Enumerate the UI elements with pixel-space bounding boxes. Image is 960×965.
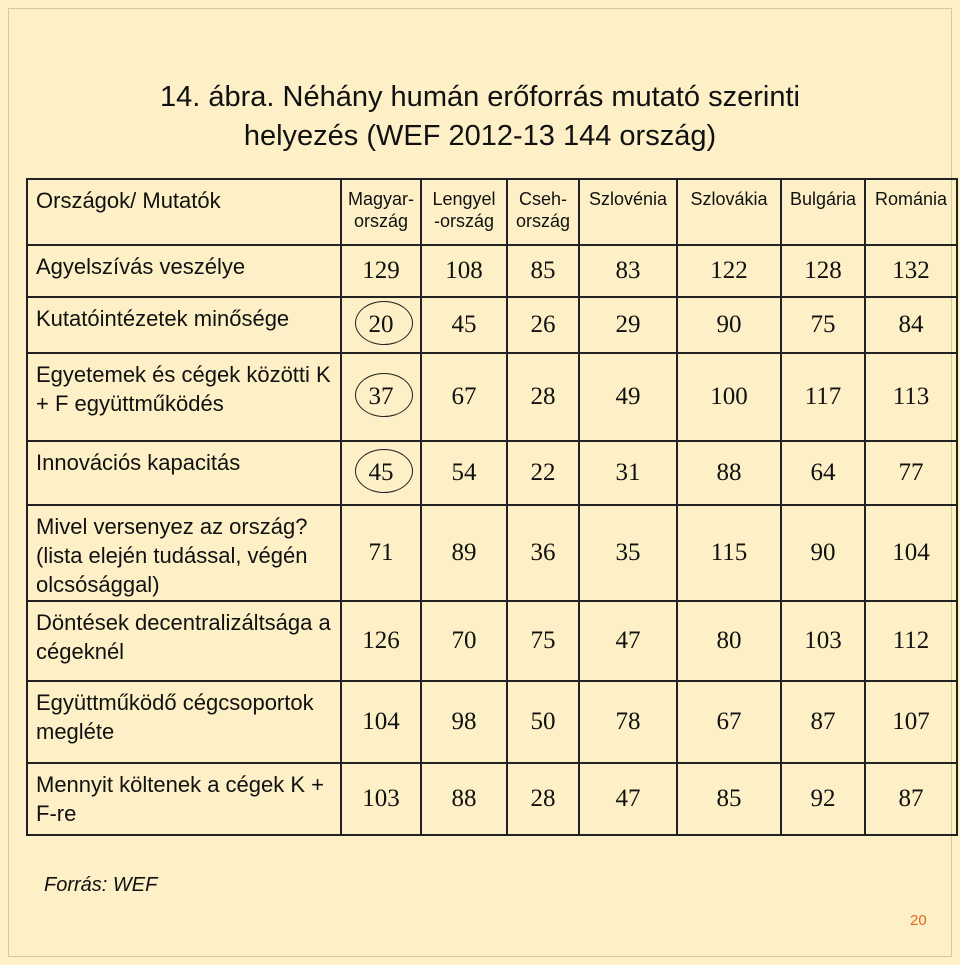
title-line-1: 14. ábra. Néhány humán erőforrás mutató szerinti (160, 81, 800, 113)
rank-cell: 107 (865, 681, 957, 763)
rank-cell: 71 (341, 505, 421, 601)
rank-cell: 103 (781, 601, 865, 681)
col-header: Magyar- ország (341, 179, 421, 245)
table-row (27, 353, 957, 441)
rank-cell: 104 (341, 681, 421, 763)
table-row (27, 441, 957, 505)
row-label: Mennyit költenek a cégek K + F-re (27, 763, 341, 835)
rank-cell: 28 (507, 353, 579, 441)
row-label: Mivel versenyez az ország? (lista elején tudással, végén olcsósággal) (27, 505, 341, 601)
col-header: Szlovénia (579, 179, 677, 245)
rank-cell: 26 (507, 297, 579, 353)
rank-cell: 100 (677, 353, 781, 441)
rank-cell: 126 (341, 601, 421, 681)
rank-cell: 50 (507, 681, 579, 763)
highlight-circle (355, 301, 413, 345)
rank-cell: 54 (421, 441, 507, 505)
rank-cell: 47 (579, 601, 677, 681)
rank-cell: 64 (781, 441, 865, 505)
rank-cell (341, 297, 421, 353)
rank-cell: 45 (421, 297, 507, 353)
col-header: Cseh- ország (507, 179, 579, 245)
highlight-circle (355, 449, 413, 493)
rank-cell: 83 (579, 245, 677, 297)
rank-cell: 92 (781, 763, 865, 835)
table-row (27, 763, 957, 835)
rank-cell: 35 (579, 505, 677, 601)
row-label: Agyelszívás veszélye (27, 245, 341, 297)
slide-title (0, 78, 960, 156)
rank-cell: 112 (865, 601, 957, 681)
rank-cell: 22 (507, 441, 579, 505)
rank-cell: 78 (579, 681, 677, 763)
rank-cell: 75 (507, 601, 579, 681)
rank-cell: 80 (677, 601, 781, 681)
table-row (27, 245, 957, 297)
circled-value: 37 (369, 383, 394, 411)
corner-header: Országok/ Mutatók (27, 179, 341, 245)
rank-cell: 77 (865, 441, 957, 505)
rank-cell (341, 441, 421, 505)
title-line-2: helyezés (WEF 2012-13 144 ország) (243, 120, 717, 152)
rank-cell: 108 (421, 245, 507, 297)
rank-cell: 128 (781, 245, 865, 297)
rank-cell: 75 (781, 297, 865, 353)
rank-cell: 85 (507, 245, 579, 297)
row-label: Egyetemek és cégek közötti K + F együttműködés (27, 353, 341, 441)
row-label: Innovációs kapacitás (27, 441, 341, 505)
rank-cell: 70 (421, 601, 507, 681)
rank-cell: 67 (421, 353, 507, 441)
row-label: Együttműködő cégcsoportok megléte (27, 681, 341, 763)
rank-cell: 36 (507, 505, 579, 601)
rank-cell: 88 (677, 441, 781, 505)
rank-cell: 31 (579, 441, 677, 505)
rank-cell: 67 (677, 681, 781, 763)
table-row (27, 297, 957, 353)
rank-cell: 104 (865, 505, 957, 601)
rank-cell: 129 (341, 245, 421, 297)
page-number: 20 (910, 912, 927, 929)
rank-cell: 122 (677, 245, 781, 297)
rank-cell: 132 (865, 245, 957, 297)
header-row (27, 179, 957, 245)
col-header: Románia (865, 179, 957, 245)
rank-cell: 113 (865, 353, 957, 441)
rank-cell: 90 (677, 297, 781, 353)
rank-cell: 115 (677, 505, 781, 601)
rank-cell: 87 (781, 681, 865, 763)
circled-value: 45 (369, 459, 394, 487)
rank-cell: 98 (421, 681, 507, 763)
source-note: Forrás: WEF (44, 874, 158, 896)
rank-cell: 28 (507, 763, 579, 835)
circled-value: 20 (369, 311, 394, 339)
rank-cell: 87 (865, 763, 957, 835)
rank-cell: 103 (341, 763, 421, 835)
rank-cell: 47 (579, 763, 677, 835)
rank-cell: 88 (421, 763, 507, 835)
highlight-circle (355, 373, 413, 417)
rank-cell: 49 (579, 353, 677, 441)
table-row (27, 505, 957, 601)
rank-cell: 84 (865, 297, 957, 353)
rank-cell: 29 (579, 297, 677, 353)
table-row (27, 681, 957, 763)
col-header: Bulgária (781, 179, 865, 245)
ranking-table (26, 178, 958, 836)
col-header: Szlovákia (677, 179, 781, 245)
row-label: Döntések decentralizáltsága a cégeknél (27, 601, 341, 681)
table-row (27, 601, 957, 681)
rank-cell: 85 (677, 763, 781, 835)
row-label: Kutatóintézetek minősége (27, 297, 341, 353)
col-header: Lengyel -ország (421, 179, 507, 245)
rank-cell (341, 353, 421, 441)
table-body (27, 245, 957, 835)
rank-cell: 89 (421, 505, 507, 601)
rank-cell: 90 (781, 505, 865, 601)
rank-cell: 117 (781, 353, 865, 441)
